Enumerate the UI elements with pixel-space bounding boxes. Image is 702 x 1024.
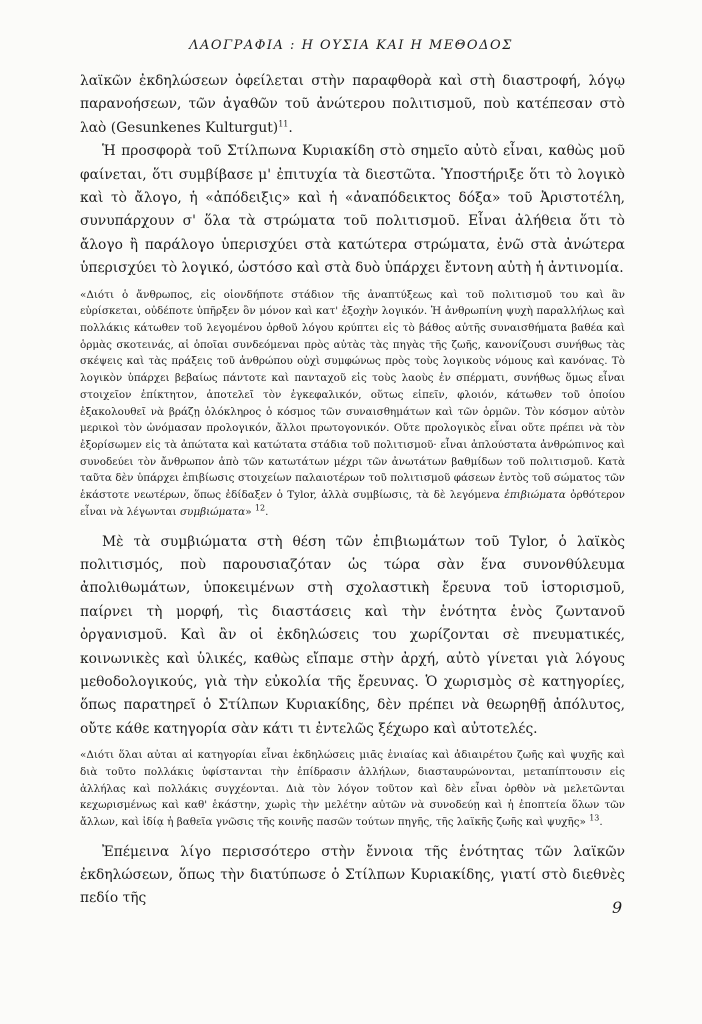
quote-1-text: «Διότι ὁ ἄνθρωπος, εἰς οἱονδήποτε στάδιον τῆς ἀναπτύξεως καὶ τοῦ πολιτισμοῦ του καὶ ἂν εὑρίσκεται, οὐδέποτε ὑπῆρξεν ὂν μόνον καὶ κατ' ἐξοχὴν λογικόν. Ἡ ἀνθρωπίνη ψυχὴ παραλλήλως καὶ πολλάκις κάτωθεν τοῦ λεγομένου ὀρθοῦ λόγου κρύπτει εἰς τὸ βάθος αὐτῆς συναισθήματα βαθέα καὶ ὁρμὰς σκοτεινάς, αἱ ὁποῖαι συνδεόμεναι πρὸς αὐτὰς τὰς πηγὰς τῆς ζωῆς, κανονίζουσι συνήθως τὰς σκέψεις καὶ τὰς πράξεις τοῦ ἀνθρώπου οὐχὶ συμφώνως πρὸς τοὺς λογικοὺς νόμους καὶ κανόνας. Τὸ λογικὸν ὑπάρχει βεβαίως πάντοτε καὶ πανταχοῦ εἰς τοὺς λαοὺς ἐν σπέρματι, συνήθως ὅμως εἶναι στοιχεῖον ἐπίκτητον, ἀποτελεῖ τὸν ἐγκεφαλικόν, οὕτως εἰπεῖν, φλοιόν, κάτωθεν τοῦ ὁποίου ἐξακολουθεῖ νὰ βράζῃ ὁλόκληρος ὁ κόσμος τῶν συναισθημάτων καὶ τῶν ὁρμῶν. Τὸν κόσμον αὐτὸν μερικοὶ τὸν ὠνόμασαν προλογικόν, ἄλλοι πρωτογονικόν. Οὔτε προλογικὸς εἶναι οὔτε πρέπει νὰ τὸν ἐξορίσωμεν εἰς τὰ ἀπώτατα καὶ κατώτατα στάδια τοῦ πολιτισμοῦ· εἶναι ἁπλούστατα ἀνθρώπινος καὶ συνοδεύει τὸν ἄνθρωπον ἀπὸ τῶν κατωτάτων μέχρι τῶν ἀνωτάτων βαθμίδων τοῦ πολιτισμοῦ. Κατὰ ταῦτα δὲν ὑπάρχει ἐπιβίωσις στοιχείων παλαιοτέρων τοῦ πολιτισμοῦ φάσεων ἐντὸς τοῦ σώματος τῶν ἑκάστοτε νεωτέρων, ὅπως ἐδίδαξεν ὁ Tylor, ἀλλὰ συμβίωσις, τὰ δὲ λεγόμενα <box>80 288 625 502</box>
page-content <box>80 70 625 911</box>
footnote-ref-11: 11 <box>278 119 289 129</box>
paragraph-1-text: λαϊκῶν ἐκδηλώσεων ὀφείλεται στὴν παραφθορὰ καὶ στὴ διαστροφή, λόγῳ παρανοήσεων, τῶν ἀγαθῶν τοῦ ἀνώτερου πολιτισμοῦ, ποὺ κατέπεσαν στὸ λαὸ (Gesunkenes Kulturgut) <box>80 73 625 136</box>
quote-1-mid: ὀρθότερον εἶναι νὰ λέγωνται <box>80 489 625 518</box>
footnote-ref-13: 13 <box>589 813 600 823</box>
quote-2-text: «Διότι ὅλαι αὐται αἱ κατηγορίαι εἶναι ἐκδηλώσεις μιᾶς ἑνιαίας καὶ ἀδιαιρέτου ζωῆς καὶ ψυχῆς καὶ διὰ τοῦτο πολλάκις ὑφίστανται τὴν ἐπίδρασιν ἀλλήλων, διασταυρώνονται, μεταπίπτουσιν εἰς ἀλλήλας καὶ πολλάκις συγχέονται. Διὰ τὸν λόγον τοῦτον καὶ δὲν εἶναι ὀρθὸν νὰ μελετῶνται κεχωρισμένως καὶ καθ' ἑκάστην, χωρὶς τὴν μελέτην αὐτῶν νὰ συνοδεύῃ καὶ ἡ ἐποπτεία ὅλων τῶν ἄλλων, καὶ ἰδίᾳ ἡ βαθεῖα γνῶσις τῆς κοινῆς πασῶν τούτων πηγῆς, τῆς λαϊκῆς ζωῆς καὶ ψυχῆς» <box>80 749 625 828</box>
block-quote-2 <box>80 747 625 831</box>
block-quote-1 <box>80 287 625 521</box>
page-number: 9 <box>612 898 623 917</box>
paragraph-1 <box>80 70 625 140</box>
paragraph-2: Ἡ προσφορὰ τοῦ Στίλπωνα Κυριακίδη στὸ σημεῖο αὐτὸ εἶναι, καθὼς μοῦ φαίνεται, ὅτι συμβίβασε μ' ἐπιτυχία τὰ διεστῶτα. Ὑποστήριξε ὅτι τὸ λογικὸ καὶ τὸ ἄλογο, ἡ «ἀπόδειξις» καὶ ἡ «ἀναπόδεικτος δόξα» τοῦ Ἀριστοτέλη, συνυπάρχουν σ' ὅλα τὰ στρώματα τοῦ πολιτισμοῦ. Εἶναι ἀλήθεια ὅτι τὸ ἄλογο ἢ παράλογο ὑπερισχύει στὰ κατώτερα στρώματα, ἐνῶ στὰ ἀνώτερα ὑπερισχύει τὸ λογικό, ὡστόσο καὶ στὰ δυὸ ὑπάρχει ἔντονη αὐτὴ ἡ ἀντινομία. <box>80 143 625 277</box>
quote-1-final: . <box>265 505 269 518</box>
running-header: ΛΑΟΓΡΑΦΙΑ : Η ΟΥΣΙΑ ΚΑΙ Η ΜΕΘΟΔΟΣ <box>189 38 513 53</box>
paragraph-1-end: . <box>288 119 293 136</box>
quote-1-italic-term-1: ἐπιβιώματα <box>504 489 566 502</box>
paragraph-4: Ἐπέμεινα λίγο περισσότερο στὴν ἔννοια τῆς ἑνότητας τῶν λαϊκῶν ἐκδηλώσεων, ὅπως τὴν διατύπωσε ὁ Στίλπων Κυριακίδης, γιατί στὸ διεθνὲς πεδίο τῆς <box>80 843 625 907</box>
paragraph-3: Μὲ τὰ συμβιώματα στὴ θέση τῶν ἐπιβιωμάτων τοῦ Tylor, ὁ λαϊκὸς πολιτισμός, ποὺ παρουσιαζόταν ὡς τώρα σὰν ἕνα συνονθύλευμα ἀπολιθωμάτων, ὑποκειμένων στὴ σχολαστικὴ ἔρευνα τοῦ ἱστορισμοῦ, παίρνει τὴ μορφή, τὶς διαστάσεις καὶ τὴν ἑνότητα ἑνὸς ζωντανοῦ ὀργανισμοῦ. Καὶ ἂν οἱ ἐκδηλώσεις του χωρίζονται σὲ πνευματικές, κοινωνικὲς καὶ ὑλικές, καθὼς εἴπαμε στὴν ἀρχή, αὐτὸ γίνεται γιὰ λόγους μεθοδολογικούς, γιὰ τὴν εὐκολία τῆς ἔρευνας. Ὁ χωρισμὸς σὲ κατηγορίες, ὅπως παρατηρεῖ ὁ Στίλπων Κυριακίδης, δὲν πρέπει νὰ θεωρηθῇ ἀπόλυτος, οὔτε κάθε κατηγορία σὰν κάτι τι ἐντελῶς ξέχωρο καὶ αὐτοτελές. <box>80 533 625 737</box>
quote-1-close: » <box>245 505 252 518</box>
quote-1-italic-term-2: συμβιώματα <box>179 505 246 518</box>
quote-2-end: . <box>599 815 603 828</box>
footnote-ref-12: 12 <box>254 503 266 513</box>
